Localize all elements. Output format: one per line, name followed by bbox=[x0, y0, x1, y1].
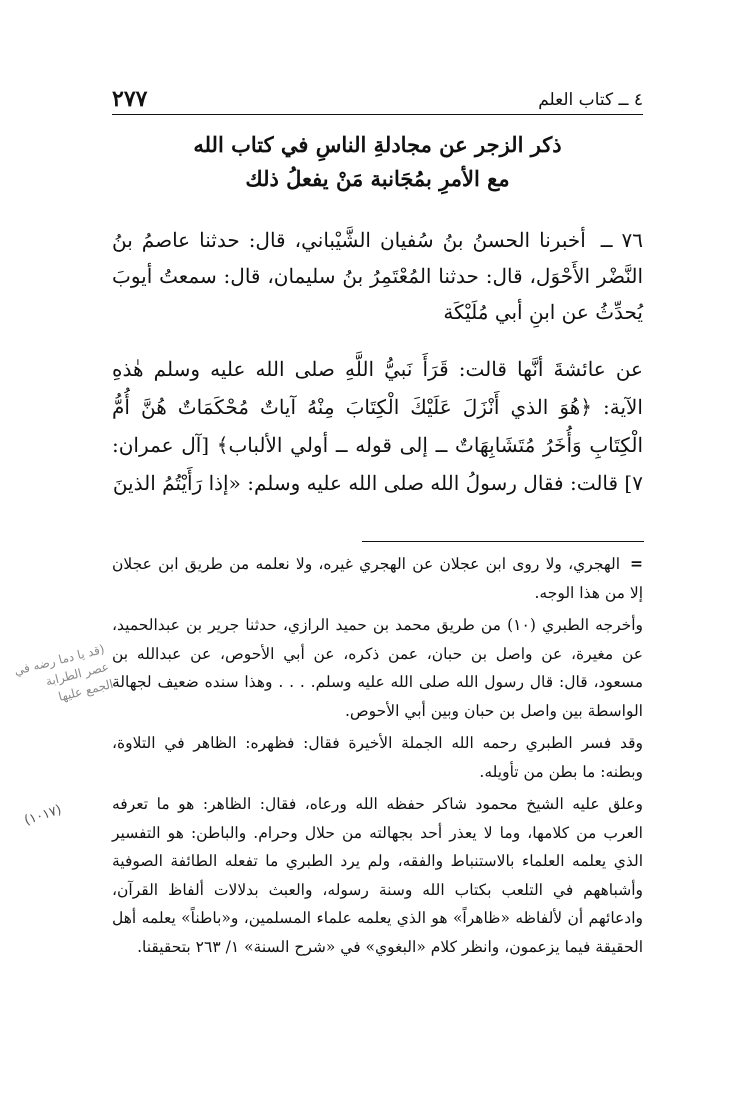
footnote-paragraph: وعلق عليه الشيخ محمود شاكر حفظه الله ورعاه، فقال: الظاهر: هو ما تعرفه العرب من كلامها، وما لا يعذر أحد بجهالته من حلال وحرام. والباطن: هو التفسير الذي يعلمه العلماء بالاستنباط والفقه، ولم يرد الطبري ما تفعله الطائفة الصوفية وأشباههم في التلعب بكتاب الله وسنة رسوله، والعبث بدلالات ألفاظ القرآن، وادعائهم أن لألفاظه «ظاهراً» هو الذي يعلمه علماء المسلمين، و«باطناً» يعلمه أهل الحقيقة فيما يزعمون، وانظر كلام «البغوي» في «شرح السنة» ١/ ٢٦٣ بتحقيقنا. bbox=[112, 795, 643, 956]
chapter-title-line-1: ذكر الزجر عن مجادلةِ الناسِ في كتاب الله bbox=[193, 132, 562, 157]
chapter-title-line-2: مع الأمرِ بمُجَانبة مَنْ يفعلُ ذلك bbox=[245, 166, 510, 191]
page-number: ٢٧٧ bbox=[112, 86, 148, 112]
footnote-separator bbox=[362, 541, 644, 542]
hadith-isnad-paragraph bbox=[112, 222, 643, 330]
hadith-matn-paragraph bbox=[112, 350, 643, 502]
chapter-title bbox=[112, 128, 643, 196]
footnotes bbox=[112, 550, 643, 965]
hadith-number: ٧٦ ــ bbox=[600, 228, 644, 252]
continuation-mark: = bbox=[630, 554, 643, 573]
running-title: ٤ ــ كتاب العلم bbox=[538, 90, 643, 110]
footnote-paragraph: وقد فسر الطبري رحمه الله الجملة الأخيرة فقال: فظهره: الظاهر في التلاوة، وبطنه: ما بطن من تأويله. bbox=[112, 734, 643, 781]
footnote-paragraph: وأخرجه الطبري (١٠) من طريق محمد بن حميد الرازي، حدثنا جرير بن عبدالحميد، عن مغيرة، عن واصل بن حبان، عمن ذكره، عن أبي الأحوص، عن عبدالله بن مسعود، قال: قال رسول الله صلى الله عليه وسلم. . . . وهذا سنده ضعيف لجهالة الواسطة بين واصل بن حبان وبين أبي الأحوص. bbox=[112, 616, 643, 720]
hadith-isnad: أخبرنا الحسنُ بنُ سُفيان الشَّيْباني، قال: حدثنا عاصمُ بنُ النَّضْر الأَحْوَل، قال: حدثنا المُعْتَمِرُ بنُ سليمان، قال: سمعتُ أيوبَ يُحدِّثُ عن ابنِ أبي مُلَيْكَة bbox=[112, 228, 644, 324]
handwritten-margin-note: (قد يا دما رضه في عصر الطرابة الجمع عليها bbox=[12, 641, 115, 704]
footnote-paragraph: = الهجري، ولا روى ابن عجلان عن الهجري غيره، ولا نعلمه من طريق ابن عجلان إلا من هذا الوجه. bbox=[112, 550, 643, 607]
hadith-matn: عن عائشةَ أنَّها قالت: قَرَأَ نَبيُّ اللَّهِ صلى الله عليه وسلم هٰذهِ الآية: ﴿هُوَ الذي أَنْزَلَ عَلَيْكَ الْكِتَابَ مِنْهُ آياتٌ مُحْكَمَاتٌ هُنَّ أُمُّ الْكِتَابِ وَأُخَرُ مُتَشَابِهَاتٌ ــ إلى قوله ــ أولي الألباب﴾ [آل عمران: ٧] قالت: فقال رسولُ الله صلى الله عليه وسلم: «إذا رَأَيْتُمُ الذينَ bbox=[112, 357, 643, 495]
page-header bbox=[112, 80, 643, 115]
handwritten-margin-ref: (١٠١٧) bbox=[22, 802, 64, 829]
